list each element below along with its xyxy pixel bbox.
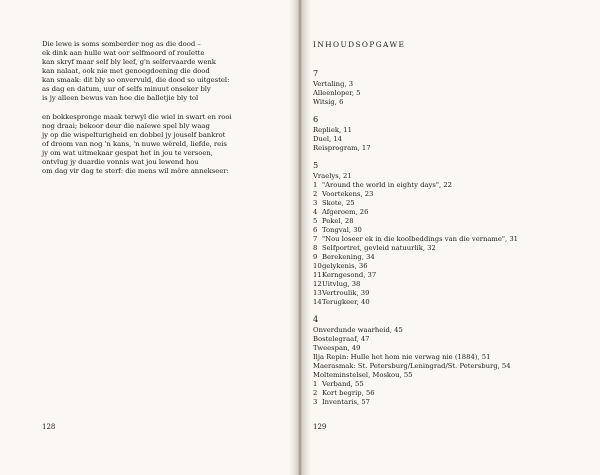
entry-title: Tweespan, 49 — [313, 344, 361, 352]
table-of-contents — [313, 40, 583, 415]
entry-number: 13 — [313, 289, 322, 297]
entry-number: 5 — [313, 217, 318, 225]
poem-line: jy om wat uitmekaar gespat het in jou te versoen, — [42, 149, 213, 157]
toc-entry — [313, 89, 583, 98]
entry-title: Alleenloper, 5 — [313, 89, 361, 97]
entry-title: "Nou loseer ek in die koolbeddings van die vername", 31 — [322, 235, 518, 243]
toc-entry — [313, 181, 583, 190]
book-gutter — [289, 0, 311, 475]
entry-number: 4 — [313, 208, 318, 216]
entry-number: 2 — [313, 389, 318, 397]
left-page — [0, 0, 296, 475]
entry-title: Kerngesond, 37 — [322, 271, 377, 279]
entry-title: Molteminstelsel, Moskou, 55 — [313, 371, 413, 379]
toc-entry — [313, 353, 583, 362]
poem-line: om dag vir dag te sterf: die mens wil môre annekseer: — [42, 167, 229, 175]
entry-title: Witsig, 6 — [313, 98, 344, 106]
toc-entry — [313, 298, 583, 307]
toc-section — [313, 115, 583, 153]
stanza-break — [42, 103, 294, 113]
poem-line: en bokkespronge maak terwyl die wiel in swart en rooi — [42, 113, 232, 121]
toc-entry — [313, 144, 583, 153]
toc-entry — [313, 253, 583, 262]
toc-entry — [313, 289, 583, 298]
poem-line: is jy alleen bewus van hoe die balletjie bly tol — [42, 94, 199, 102]
toc-entry — [313, 217, 583, 226]
entry-number: 8 — [313, 244, 318, 252]
entry-number: 7 — [313, 235, 318, 243]
entry-number: 10 — [313, 262, 322, 270]
toc-entry — [313, 226, 583, 235]
toc-entry — [313, 126, 583, 135]
toc-section — [313, 69, 583, 107]
entry-number: 3 — [313, 398, 318, 406]
toc-entry — [313, 362, 583, 371]
entry-number: 6 — [313, 226, 318, 234]
entry-title: Ilja Repin: Hulle het hom nie verwag nie (1884), 51 — [313, 353, 491, 361]
entry-title: Afgeroem, 26 — [322, 208, 369, 216]
toc-entry — [313, 172, 583, 181]
toc-entry — [313, 335, 583, 344]
poem-line: ek dink aan hulle wat oor selfmoord of roulette — [42, 49, 205, 57]
section-number: 4 — [313, 314, 319, 324]
section-number: 7 — [313, 68, 319, 78]
toc-entry — [313, 380, 583, 389]
entry-number: 1 — [313, 380, 318, 388]
entry-title: Repliek, 11 — [313, 126, 352, 134]
toc-entry — [313, 262, 583, 271]
toc-entry — [313, 389, 583, 398]
entry-title: Vertroulik, 39 — [322, 289, 370, 297]
poem-line: Die lewe is soms somberder nog as die dood – — [42, 40, 201, 48]
entry-title: Reisprogram, 17 — [313, 144, 371, 152]
entry-number: 11 — [313, 271, 322, 279]
toc-entry — [313, 398, 583, 407]
entry-title: Vertaling, 3 — [313, 80, 354, 88]
toc-entry — [313, 190, 583, 199]
entry-title: Onverdunde waarheid, 45 — [313, 326, 403, 334]
entry-title: Bostelegraaf, 47 — [313, 335, 370, 343]
poem-line: of droom van nog 'n kans, 'n nuwe wêreld, liefde, reis — [42, 140, 227, 148]
entry-title: Uitvlug, 38 — [322, 280, 361, 288]
poem-line: kan smaak: dit bly so onvervuld, die dood so uitgestel: — [42, 76, 230, 84]
toc-title: INHOUDSOPGAWE — [313, 40, 406, 49]
section-number: 5 — [313, 160, 319, 170]
toc-entry — [313, 98, 583, 107]
poem-line: jy op die wispelturigheid en dobbel jy jouself bankrot — [42, 131, 226, 139]
poem-line: ontvlug jy duardie vonnis wat jou lewend hou — [42, 158, 199, 166]
entry-number: 9 — [313, 253, 318, 261]
toc-entry — [313, 280, 583, 289]
page-number-right: 129 — [313, 423, 327, 431]
entry-title: Inventaris, 57 — [322, 398, 370, 406]
entry-title: Selfportret, gevleid natuurlik, 32 — [322, 244, 436, 252]
toc-entry — [313, 371, 583, 380]
entry-number: 3 — [313, 199, 318, 207]
poem-text — [42, 40, 294, 176]
toc-entry — [313, 271, 583, 280]
entry-title: Verband, 55 — [322, 380, 364, 388]
entry-title: Maerasmak: St. Petersburg/Leningrad/St. Petersburg, 54 — [313, 362, 511, 370]
entry-title: Duel, 14 — [313, 135, 342, 143]
toc-section — [313, 315, 583, 407]
poem-line: kan nalaat, ook nie met genoegdoening die dood — [42, 67, 210, 75]
poem-line: nog draai; bekoor deur die naïewe spel bly waag — [42, 122, 210, 130]
toc-entry — [313, 135, 583, 144]
entry-number: 12 — [313, 280, 322, 288]
entry-number: 2 — [313, 190, 318, 198]
entry-number: 1 — [313, 181, 318, 189]
page-number-left: 128 — [42, 423, 56, 431]
toc-sections — [313, 69, 583, 407]
toc-section — [313, 161, 583, 307]
entry-title: Terugkeer, 40 — [322, 298, 370, 306]
poem-line: kan skryf maar self bly leef, g'n selfervaarde wenk — [42, 58, 216, 66]
entry-title: Kort begrip, 56 — [322, 389, 375, 397]
toc-entry — [313, 208, 583, 217]
toc-entry — [313, 344, 583, 353]
section-number: 6 — [313, 114, 319, 124]
entry-number: 14 — [313, 298, 322, 306]
toc-entry — [313, 80, 583, 89]
poem-line: as dag en datum, uur of selfs minuut onseker bly — [42, 85, 211, 93]
toc-entry — [313, 326, 583, 335]
toc-entry — [313, 199, 583, 208]
entry-title: "Around the world in eighty days", 22 — [322, 181, 452, 189]
entry-title: Tongval, 30 — [322, 226, 362, 234]
entry-title: gelykenis, 36 — [322, 262, 368, 270]
toc-entry — [313, 244, 583, 253]
entry-title: Vraelys, 21 — [313, 172, 352, 180]
toc-entry — [313, 235, 583, 244]
entry-title: Berekening, 34 — [322, 253, 375, 261]
entry-title: Pekel, 28 — [322, 217, 354, 225]
entry-title: Skote, 25 — [322, 199, 355, 207]
entry-title: Voortekens, 23 — [322, 190, 374, 198]
